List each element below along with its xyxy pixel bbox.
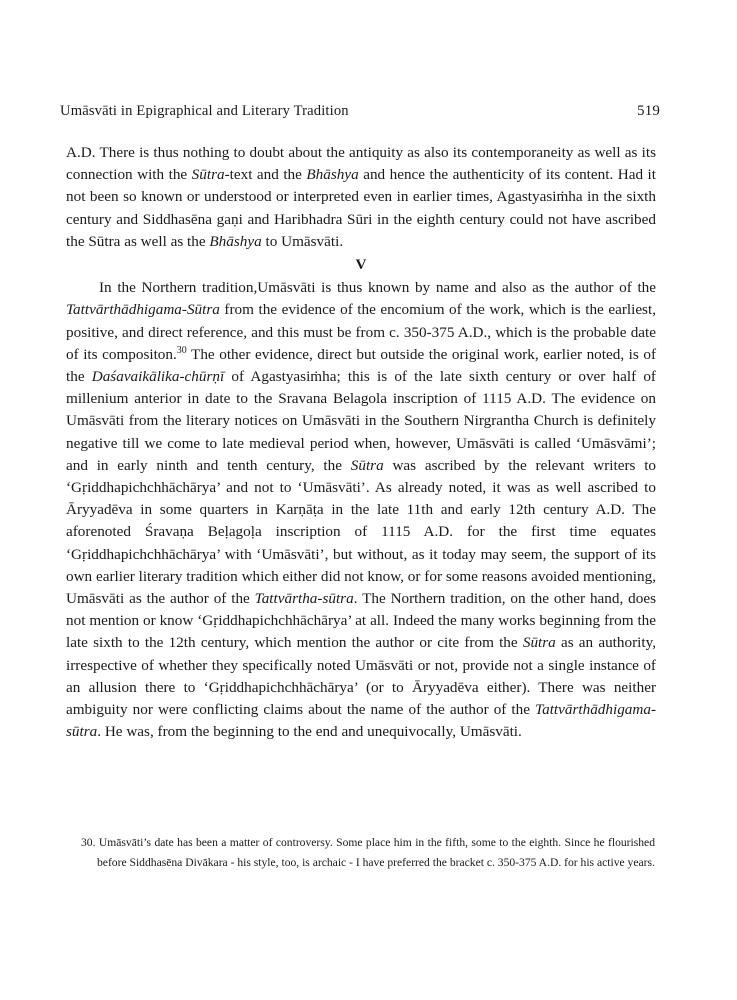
text-run: The other evidence, direct but outside the original work, earlier noted, is of the [66,345,656,386]
footnote-reference: 30 [176,344,187,356]
italic-term: Tattvārthādhigama-sūtra [66,701,656,741]
text-run: . He was, from the beginning to the end and unequivocally, Umāsvāti. [97,723,522,741]
running-title: Umāsvāti in Epigraphical and Literary Tradition [60,103,349,119]
running-header [60,103,660,120]
italic-term: Sūtra [522,634,556,652]
text-run: -text and the [224,166,307,184]
text-run: of Agastyasiṁha; this is of the late sixth century or over half of millenium anterior in date to the Sravana Belagola inscription of 1115 A.D. The evidence on Umāsvāti from the literary notices on Umāsvāti in the Southern Nirgrantha Church is definitely negative till we come to late medieval period when, however, Umāsvāti is called ‘Umāsvāmi’; and in early ninth and tenth century, the [66,368,656,474]
paragraph-continuation [66,142,656,253]
page-number: 519 [637,103,660,119]
text-run: as an authority, irrespective of whether they specifically noted Umāsvāti or not, provide not a single instance of an allusion there to ‘Gṛiddhapichchhāchārya’ (or to Āryyadēva either). There was neither ambiguity nor were conflicting claims about the name of the author of the [66,634,656,719]
paragraph-main [66,277,656,743]
italic-term: Bhāshya [209,232,262,250]
body-text [66,142,656,743]
italic-term: Sūtra [191,166,225,184]
text-run: . The Northern tradition, on the other hand, does not mention or know ‘Gṛiddhapichchhāchārya’ at all. Indeed the many works beginning from the late sixth to the 12th century, which mention the author or cite from the [66,590,656,652]
italic-term: Daśavaikālika-chūrṇī [91,368,225,386]
text-run: and hence the authenticity of its content. Had it not been so known or understood or interpreted even in earlier times, Agastyasiṁha in the sixth century and Siddhasēna gaṇi and Haribhadra Sūri in the eighth century could not have ascribed the Sūtra as well as the [66,166,656,250]
section-heading: V [355,256,367,274]
text-run: to Umāsvāti. [261,232,344,250]
italic-term: Bhāshya [306,166,359,184]
italic-term: Tattvārthādhigama-Sūtra [66,301,220,319]
footnote: 30. Umāsvāti’s date has been a matter of controversy. Some place him in the fifth, some to the eighth. Since he flourished before Siddhasēna Divākara - his style, too, is archaic - I have preferred the bracket c. 350-375 A.D. for his active years. [81,836,655,869]
text-run: In the Northern tradition,Umāsvāti is thus known by name and also as the author of the [99,279,656,297]
italic-term: Tattvārtha-sūtra [254,590,354,608]
text-run: from the evidence of the encomium of the work, which is the earliest, positive, and direct reference, and this must be from c. 350-375 A.D., which is the probable date of its compositon. [66,301,656,363]
text-run: A.D. There is thus nothing to doubt about the antiquity as also its contemporaneity as well as its connection with the [66,144,656,184]
text-run: was ascribed by the relevant writers to ‘Gṛiddhapichchhāchārya’ and not to ‘Umāsvāti’. As already noted, it was as well ascribed to Āryyadēva in some quarters in Karṇāṭa in the late 11th and early 12th century A.D. The aforenoted Śravaṇa Beḷagoḷa inscription of 1115 A.D. for the first time equates ‘Gṛiddhapichchhāchārya’ with ‘Umāsvāti’, but without, as it today may seem, the support of its own earlier literary tradition which either did not know, or for some reasons avoided mentioning, Umāsvāti as the author of the [66,456,657,608]
italic-term: Sūtra [350,456,384,474]
